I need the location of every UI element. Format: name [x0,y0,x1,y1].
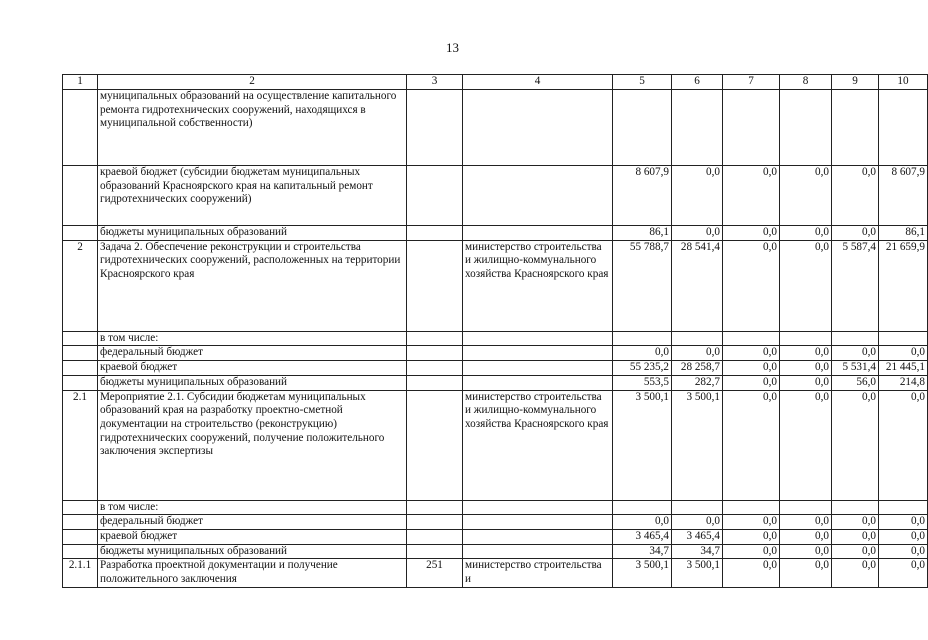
row-number-cell: 2.1 [63,390,98,500]
value-cell: 0,0 [672,515,723,530]
column-header: 10 [879,75,928,90]
table-row [63,515,928,530]
value-cell: 0,0 [780,515,832,530]
code-cell [407,375,463,390]
column-header: 7 [723,75,780,90]
value-cell: 3 500,1 [613,559,672,588]
code-cell [407,544,463,559]
description-cell: краевой бюджет (субсидии бюджетам муниципальных образований Красноярского края на капитальный ремонт гидротехнических сооружений) [98,166,407,226]
row-number-cell [63,166,98,226]
value-cell: 21 659,9 [879,240,928,331]
row-number-cell [63,375,98,390]
code-cell [407,500,463,515]
value-cell [723,500,780,515]
value-cell: 0,0 [780,544,832,559]
value-cell [723,90,780,166]
value-cell: 5 587,4 [832,240,879,331]
value-cell: 0,0 [832,166,879,226]
table-row [63,544,928,559]
value-cell: 0,0 [879,346,928,361]
value-cell: 3 465,4 [613,529,672,544]
executor-cell [463,331,613,346]
code-cell [407,346,463,361]
value-cell: 0,0 [832,515,879,530]
description-cell: бюджеты муниципальных образований [98,375,407,390]
value-cell [780,90,832,166]
row-number-cell [63,544,98,559]
value-cell: 214,8 [879,375,928,390]
description-cell: Разработка проектной документации и получение положительного заключения [98,559,407,588]
value-cell: 0,0 [879,559,928,588]
code-cell [407,529,463,544]
value-cell [832,500,879,515]
table-row [63,90,928,166]
executor-cell [463,515,613,530]
code-cell [407,361,463,376]
value-cell: 0,0 [832,529,879,544]
value-cell: 0,0 [723,529,780,544]
table-row [63,361,928,376]
description-cell: Мероприятие 2.1. Субсидии бюджетам муниципальных образований края на разработку проектно-сметной документации на строительство (реконструкцию) гидротехнических сооружений, получение положительного заключения экспертизы [98,390,407,500]
executor-cell [463,529,613,544]
row-number-cell: 2.1.1 [63,559,98,588]
description-cell: в том числе: [98,331,407,346]
column-header: 2 [98,75,407,90]
value-cell: 0,0 [832,226,879,241]
value-cell: 0,0 [832,346,879,361]
value-cell: 0,0 [723,346,780,361]
value-cell [672,331,723,346]
column-header: 6 [672,75,723,90]
value-cell: 8 607,9 [879,166,928,226]
value-cell [879,331,928,346]
value-cell [672,90,723,166]
row-number-cell [63,529,98,544]
value-cell: 0,0 [723,390,780,500]
value-cell: 34,7 [613,544,672,559]
value-cell: 0,0 [879,544,928,559]
description-cell: федеральный бюджет [98,346,407,361]
description-cell: бюджеты муниципальных образований [98,544,407,559]
description-cell: муниципальных образований на осуществление капитального ремонта гидротехнических сооружений, находящихся в муниципальной собственности) [98,90,407,166]
value-cell: 0,0 [672,346,723,361]
value-cell: 0,0 [832,544,879,559]
value-cell: 3 500,1 [672,390,723,500]
value-cell: 0,0 [723,515,780,530]
value-cell: 282,7 [672,375,723,390]
value-cell: 0,0 [723,361,780,376]
description-cell: федеральный бюджет [98,515,407,530]
value-cell [613,90,672,166]
executor-cell [463,500,613,515]
table-row [63,331,928,346]
column-header: 1 [63,75,98,90]
code-cell [407,166,463,226]
code-cell [407,240,463,331]
value-cell [879,500,928,515]
value-cell: 0,0 [780,226,832,241]
executor-cell [463,544,613,559]
value-cell [613,500,672,515]
value-cell: 56,0 [832,375,879,390]
value-cell: 3 465,4 [672,529,723,544]
value-cell: 0,0 [780,346,832,361]
value-cell: 0,0 [613,515,672,530]
row-number-cell [63,226,98,241]
column-header: 8 [780,75,832,90]
value-cell: 0,0 [723,375,780,390]
value-cell: 5 531,4 [832,361,879,376]
executor-cell: министерство строительства и жилищно-коммунального хозяйства Красноярского края [463,240,613,331]
row-number-cell [63,500,98,515]
table-row [63,346,928,361]
value-cell [780,500,832,515]
value-cell: 0,0 [672,226,723,241]
page-number: 13 [446,40,459,55]
value-cell: 86,1 [879,226,928,241]
value-cell [780,331,832,346]
executor-cell [463,346,613,361]
value-cell: 86,1 [613,226,672,241]
code-cell [407,390,463,500]
row-number-cell [63,361,98,376]
description-cell: краевой бюджет [98,361,407,376]
value-cell: 0,0 [780,361,832,376]
value-cell: 0,0 [723,166,780,226]
value-cell: 0,0 [879,390,928,500]
value-cell: 0,0 [723,559,780,588]
table-row [63,390,928,500]
value-cell [672,500,723,515]
code-cell: 251 [407,559,463,588]
column-header: 4 [463,75,613,90]
value-cell: 0,0 [672,166,723,226]
budget-table [62,74,928,588]
value-cell: 0,0 [723,226,780,241]
value-cell: 553,5 [613,375,672,390]
column-header: 5 [613,75,672,90]
executor-cell [463,90,613,166]
value-cell [723,331,780,346]
value-cell: 0,0 [832,559,879,588]
value-cell: 0,0 [780,375,832,390]
value-cell [879,90,928,166]
code-cell [407,331,463,346]
value-cell [832,331,879,346]
description-cell: бюджеты муниципальных образований [98,226,407,241]
value-cell: 0,0 [780,166,832,226]
value-cell: 0,0 [780,559,832,588]
value-cell: 34,7 [672,544,723,559]
value-cell: 0,0 [832,390,879,500]
code-cell [407,226,463,241]
table-row [63,240,928,331]
value-cell: 8 607,9 [613,166,672,226]
value-cell: 55 788,7 [613,240,672,331]
value-cell: 0,0 [780,240,832,331]
table-row [63,226,928,241]
code-cell [407,90,463,166]
row-number-cell [63,515,98,530]
executor-cell [463,375,613,390]
value-cell: 21 445,1 [879,361,928,376]
table-header-row [63,75,928,90]
value-cell [613,331,672,346]
table-row [63,166,928,226]
value-cell: 0,0 [879,515,928,530]
table-row [63,559,928,588]
table-row [63,500,928,515]
value-cell: 0,0 [613,346,672,361]
description-cell: в том числе: [98,500,407,515]
value-cell [832,90,879,166]
executor-cell [463,226,613,241]
value-cell: 3 500,1 [613,390,672,500]
value-cell: 28 541,4 [672,240,723,331]
description-cell: Задача 2. Обеспечение реконструкции и строительства гидротехнических сооружений, расположенных на территории Красноярского края [98,240,407,331]
executor-cell: министерство строительства и [463,559,613,588]
value-cell: 0,0 [723,544,780,559]
value-cell: 0,0 [780,390,832,500]
row-number-cell [63,346,98,361]
value-cell: 0,0 [780,529,832,544]
value-cell: 3 500,1 [672,559,723,588]
row-number-cell: 2 [63,240,98,331]
executor-cell [463,361,613,376]
executor-cell: министерство строительства и жилищно-коммунального хозяйства Красноярского края [463,390,613,500]
row-number-cell [63,90,98,166]
executor-cell [463,166,613,226]
value-cell: 0,0 [879,529,928,544]
column-header: 9 [832,75,879,90]
description-cell: краевой бюджет [98,529,407,544]
table-row [63,529,928,544]
row-number-cell [63,331,98,346]
column-header: 3 [407,75,463,90]
table-row [63,375,928,390]
table-body [63,75,928,588]
code-cell [407,515,463,530]
value-cell: 55 235,2 [613,361,672,376]
value-cell: 28 258,7 [672,361,723,376]
value-cell: 0,0 [723,240,780,331]
